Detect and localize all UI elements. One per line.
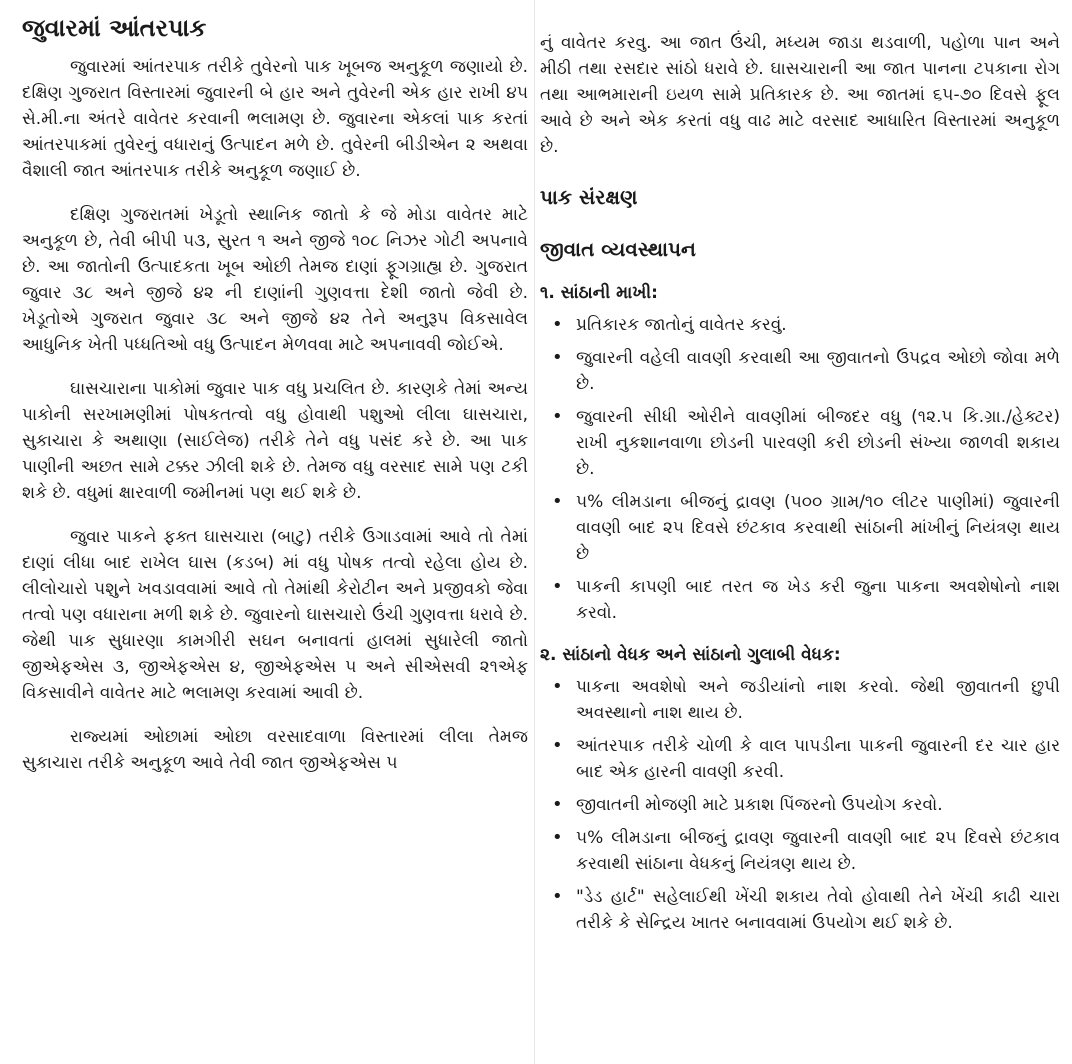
- bullet-icon: •: [552, 347, 563, 368]
- paragraph-intercrop: જુવારમાં આંતરપાક તરીકે તુવેરનો પાક ખૂબજ અનુકૂળ જણાયો છે. દક્ષિણ ગુજરાત વિસ્તારમાં જુવારની બે હાર અને તુવેરની એક હાર રાખી ૪૫ સે.મી.ના અંતરે વાવેતર કરવાની ભલામણ છે. જુવારના એકલાં પાક કરતાં આંતરપાકમાં તુવેરનું વધારાનું ઉત્પાદન મળે છે. તુવેરની બીડીએન ૨ અથવા વૈશાલી જાત આંતરપાક તરીકે અનુકૂળ જણાઈ છે.: [22, 57, 528, 181]
- column-divider: [534, 0, 535, 1064]
- list-item-text: આંતરપાક તરીકે ચોળી કે વાલ પાપડીના પાકની જુવારની દર ચાર હાર બાદ એક હારની વાવણી કરવી.: [576, 736, 1060, 782]
- crop-protection-heading: પાક સંરક્ષણ: [540, 185, 638, 209]
- list-item-text: પાકના અવશેષો અને જડીયાંનો નાશ કરવો. જેથી જીવાતની છુપી અવસ્થાનો નાશ થાય છે.: [576, 677, 1060, 723]
- list-item-text: ૫% લીમડાના બીજનું દ્રાવણ જુવારની વાવણી બાદ ૨૫ દિવસે છંટકાવ કરવાથી સાંઠાના વેધકનું નિયંત્રણ થાય છે.: [576, 828, 1060, 874]
- paragraph-continuation: નું વાવેતર કરવુ. આ જાત ઉંચી, મધ્યમ જાડા થડવાળી, પહોળા પાન અને મીઠી તથા રસદાર સાંઠો ધરાવે છે. ઘાસચારાની આ જાત પાનના ટપકાના રોગ તથા આભમારાની ઇયળ સામે પ્રતિકારક છે. આ જાતમાં ૬૫-૭૦ દિવસે ફૂલ આવે છે અને એક કરતાં વધુ વાઢ માટે વરસાદ આધારિત વિસ્તારમાં અનુકૂળ છે.: [540, 33, 1060, 157]
- bullet-icon: •: [552, 491, 563, 512]
- list-item: [540, 884, 1060, 936]
- bullet-icon: •: [552, 794, 563, 815]
- bullet-icon: •: [552, 406, 563, 427]
- list-item: [540, 674, 1060, 726]
- list-item-text: જુવારની સીધી ઓરીને વાવણીમાં બીજદર વધુ (૧૨.૫ કિ.ગ્રા./હેક્ટર) રાખી નુકશાનવાળા છોડની પારવણી કરી છોડની સંખ્યા જાળવી શકાય છે.: [576, 407, 1060, 479]
- pest-management-heading: જીવાત વ્યવસ્થાપન: [540, 237, 696, 261]
- list-item: [540, 825, 1060, 877]
- list-item: [540, 792, 1060, 818]
- paragraph-varieties: દક્ષિણ ગુજરાતમાં ખેડૂતો સ્થાનિક જાતો કે જે મોડા વાવેતર માટે અનુકૂળ છે, તેવી બીપી ૫૩, સુરત ૧ અને જીજે ૧૦૮ નિઝર ગોટી અપનાવે છે. આ જાતોની ઉત્પાદકતા ખૂબ ઓછી તેમજ દાણાં ફૂગગ્રાહ્ય છે. ગુજરાત જુવાર ૩૮ અને જીજે ૪૨ ની દાણાંની ગુણવત્તા દેશી જાતો જેવી છે. ખેડૂતોએ ગુજરાત જુવાર ૩૮ અને જીજે ૪૨ તેને અનુરૂપ વિકસાવેલ આધુનિક ખેતી પધ્ધતિઓ વધુ ઉત્પાદન મેળવવા માટે અપનાવવી જોઈએ.: [22, 205, 528, 355]
- shoot-fly-heading: ૧. સાંઠાની માખી:: [540, 283, 658, 303]
- list-item: [540, 489, 1060, 567]
- bullet-icon: •: [552, 735, 563, 756]
- stem-borer-list: [540, 674, 1060, 936]
- list-item: [540, 404, 1060, 482]
- bullet-icon: •: [552, 676, 563, 697]
- paragraph-fodder-quality: જુવાર પાકને ફક્ત ઘાસચારા (બાટુ) તરીકે ઉગાડવામાં આવે તો તેમાં દાણાં લીધા બાદ રાખેલ ઘાસ (કડબ) માં વધુ પોષક તત્વો રહેલા હોય છે. લીલોચારો પશુને ખવડાવવામાં આવે તો તેમાંથી કેરોટીન અને પ્રજીવકો જેવા તત્વો પણ વધારાના મળી શકે છે. જુવારનો ઘાસચારો ઉંચી ગુણવત્તા ધરાવે છે. જેથી પાક સુધારણા કામગીરી સઘન બનાવતાં હાલમાં સુધારેલી જાતો જીએફએસ ૩, જીએફએસ ૪, જીએફએસ ૫ અને સીએસવી ૨૧એફ વિકસાવીને વાવેતર માટે ભલામણ કરવામાં આવી છે.: [22, 527, 528, 703]
- right-column: [540, 30, 1060, 944]
- list-item-text: જુવારની વહેલી વાવણી કરવાથી આ જીવાતનો ઉપદ્રવ ઓછો જોવા મળે છે.: [576, 348, 1060, 394]
- left-column: [22, 10, 528, 794]
- list-item: [540, 312, 1060, 338]
- intercrop-heading: જુવારમાં આંતરપાક: [22, 14, 207, 42]
- stem-borer-heading: ૨. સાંઠાનો વેધક અને સાંઠાનો ગુલાબી વેધક:: [540, 645, 841, 665]
- bullet-icon: •: [552, 314, 563, 335]
- paragraph-low-rainfall: રાજ્યમાં ઓછામાં ઓછા વરસાદવાળા વિસ્તારમાં લીલા તેમજ સુકાચારા તરીકે અનુકૂળ આવે તેવી જાત જીએફએસ ૫: [22, 727, 528, 773]
- list-item: [540, 733, 1060, 785]
- bullet-icon: •: [552, 576, 563, 597]
- list-item-text: ૫% લીમડાના બીજનું દ્રાવણ (૫૦૦ ગ્રામ/૧૦ લીટર પાણીમાં) જુવારની વાવણી બાદ ૨૫ દિવસે છંટકાવ કરવાથી સાંઠાની માંખીનું નિયંત્રણ થાય છે: [576, 492, 1060, 564]
- list-item-text: "ડેડ હાર્ટ" સહેલાઈથી ખેંચી શકાય તેવો હોવાથી તેને ખેંચી કાઢી ચારા તરીકે કે સેન્દ્રિય ખાતર બનાવવામાં ઉપયોગ થઈ શકે છે.: [576, 887, 1060, 933]
- bullet-icon: •: [552, 827, 563, 848]
- list-item-text: પ્રતિકારક જાતોનું વાવેતર કરવું.: [576, 315, 787, 335]
- list-item-text: પાકની કાપણી બાદ તરત જ ખેડ કરી જુના પાકના અવશેષોનો નાશ કરવો.: [576, 577, 1060, 623]
- shoot-fly-list: [540, 312, 1060, 626]
- list-item-text: જીવાતની મોજણી માટે પ્રકાશ પિંજરનો ઉપયોગ કરવો.: [576, 795, 943, 815]
- paragraph-fodder: ઘાસચારાના પાકોમાં જુવાર પાક વધુ પ્રચલિત છે. કારણકે તેમાં અન્ય પાકોની સરખામણીમાં પોષકતત્વો વધુ હોવાથી પશુઓ લીલા ઘાસચારા, સુકાચારા કે અથાણા (સાઈલેજ) તરીકે તેને વધુ પસંદ કરે છે. આ પાક પાણીની અછત સામે ટક્કર ઝીલી શકે છે. તેમજ વધુ વરસાદ સામે પણ ટકી શકે છે. વધુમાં ક્ષારવાળી જમીનમાં પણ થઈ શકે છે.: [22, 379, 528, 503]
- bullet-icon: •: [552, 886, 563, 907]
- list-item: [540, 574, 1060, 626]
- list-item: [540, 345, 1060, 397]
